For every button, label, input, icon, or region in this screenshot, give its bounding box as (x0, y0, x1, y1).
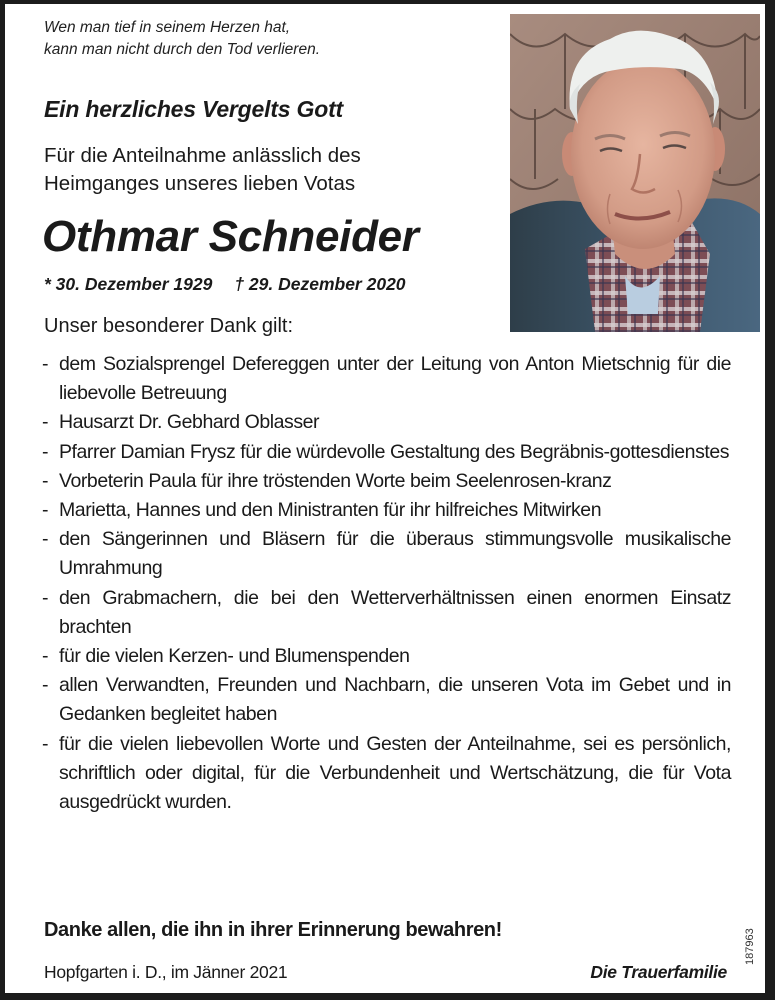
deceased-name: Othmar Schneider (42, 212, 419, 261)
list-item-text: für die vielen liebevollen Worte und Gesten der Anteilnahme, sei es persönlich, schriftlich oder digital, für die Verbundenheit und Wertschätzung, die für Vota ausgedrückt wurden. (59, 732, 731, 814)
portrait-photo (510, 14, 760, 332)
list-dash: - (42, 586, 49, 609)
portrait-image (510, 14, 760, 332)
list-item (42, 438, 731, 467)
signature: Die Trauerfamilie (590, 962, 727, 982)
intro-line-1: Für die Anteilnahme anlässlich des (44, 144, 361, 167)
thanks-list (42, 350, 731, 817)
list-item (42, 642, 731, 671)
list-dash: - (42, 528, 49, 551)
list-item (42, 730, 731, 818)
list-dash: - (42, 353, 49, 375)
closing-line: Danke allen, die ihn in ihrer Erinnerung bewahren! (44, 919, 502, 941)
list-item (42, 496, 731, 525)
list-item-text: Marietta, Hannes und den Ministranten für ihr hilfreiches Mitwirken (59, 499, 602, 522)
motto-line-1: Wen man tief in seinem Herzen hat, (44, 19, 291, 36)
list-item-text: den Grabmachern, die bei den Wetterverhältnissen einen enormen Einsatz brachten (59, 586, 731, 638)
life-dates (44, 272, 406, 296)
intro-text (44, 142, 361, 198)
thanks-intro: Unser besonderer Dank gilt: (44, 315, 294, 337)
motto-line-2: kann man nicht durch den Tod verlieren. (44, 41, 321, 58)
place-date: Hopfgarten i. D., im Jänner 2021 (44, 962, 288, 982)
list-dash: - (42, 732, 49, 755)
list-item-text: Pfarrer Damian Frysz für die würdevolle Gestaltung des Begräbnis-gottesdienstes (59, 440, 730, 463)
list-dash: - (42, 645, 49, 668)
intro-line-2: Heimganges unseres lieben Votas (44, 172, 356, 195)
list-dash: - (42, 411, 49, 434)
list-dash: - (42, 469, 49, 492)
reference-number: 187963 (744, 928, 756, 965)
list-item-text: für die vielen Kerzen- und Blumenspenden (59, 645, 410, 668)
list-item (42, 525, 731, 583)
obituary-notice (5, 4, 765, 993)
list-dash: - (42, 440, 49, 463)
list-item-text: dem Sozialsprengel Defereggen unter der Leitung von Anton Mietschnig für die liebevolle Betreuung (59, 353, 731, 405)
thanks-heading: Ein herzliches Vergelts Gott (44, 96, 344, 122)
birth-date: * 30. Dezember 1929 (44, 274, 213, 294)
list-item-text: Hausarzt Dr. Gebhard Oblasser (59, 411, 320, 434)
list-dash: - (42, 674, 49, 697)
list-item (42, 671, 731, 729)
list-dash: - (42, 499, 49, 522)
list-item-text: allen Verwandten, Freunden und Nachbarn, die unseren Vota im Gebet und in Gedanken begleitet haben (59, 674, 731, 726)
list-item-text: Vorbeterin Paula für ihre tröstenden Worte beim Seelenrosen-kranz (59, 469, 612, 492)
list-item (42, 584, 731, 642)
list-item (42, 467, 731, 496)
list-item (42, 350, 731, 408)
list-item (42, 408, 731, 437)
list-item-text: den Sängerinnen und Bläsern für die überaus stimmungsvolle musikalische Umrahmung (59, 528, 731, 580)
death-date: † 29. Dezember 2020 (234, 274, 406, 294)
motto-quote (44, 17, 320, 61)
